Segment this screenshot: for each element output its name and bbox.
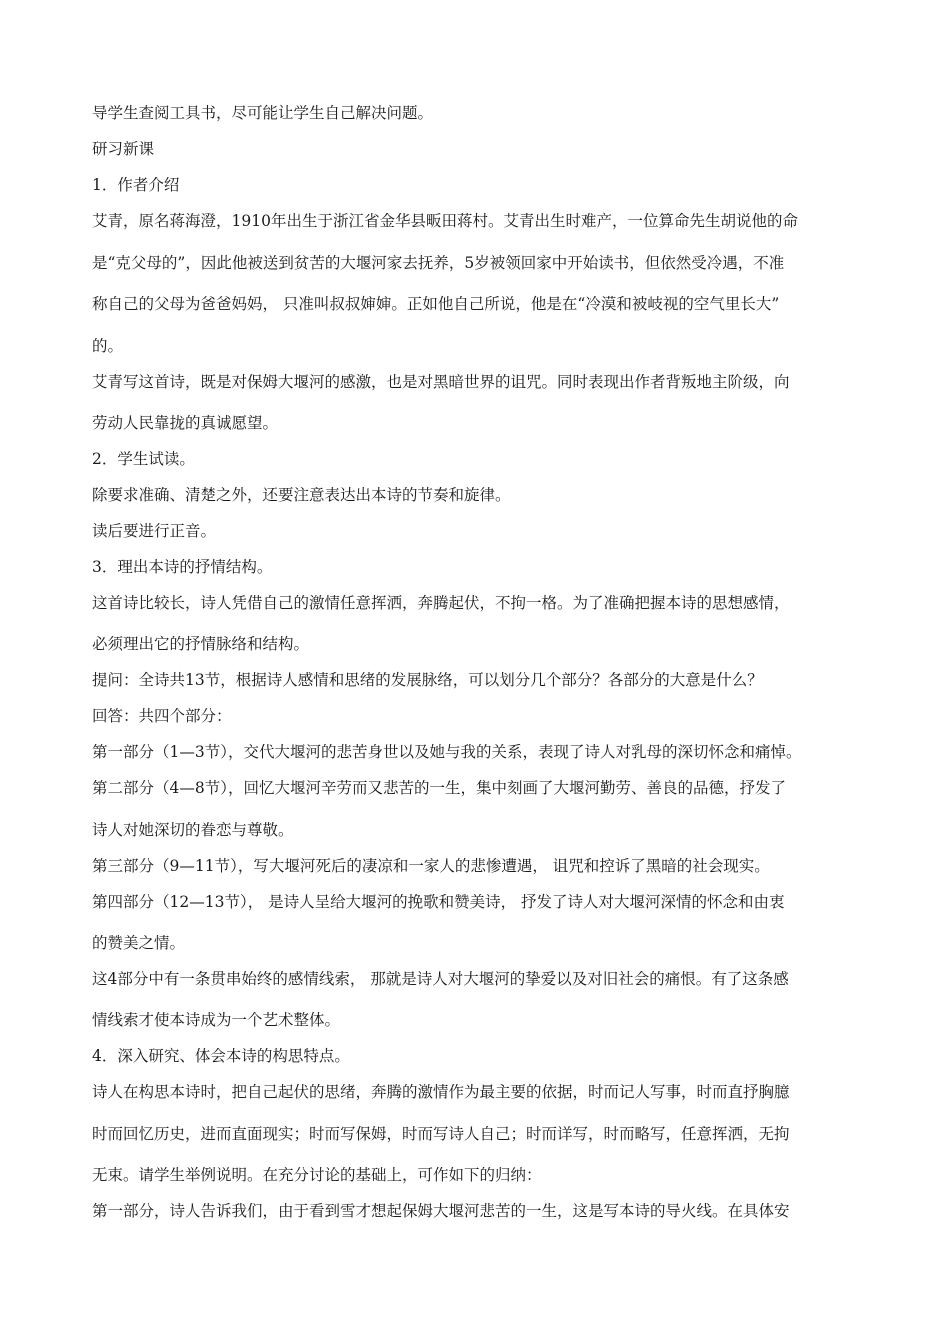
text-line: 是“克父母的”，因此他被送到贫苦的大堰河家去抚养，5岁被领回家中开始读书，但依然受冷遇，不准 [92, 254, 785, 272]
text-line: 劳动人民靠拢的真诚愿望。 [92, 414, 279, 432]
text-line: 第一部分（1—3节），交代大堰河的悲苦身世以及她与我的关系，表现了诗人对乳母的深切怀念和痛悼。 [92, 743, 802, 761]
text-line: 无束。请学生举例说明。在充分讨论的基础上，可作如下的归纳： [92, 1166, 542, 1184]
text-line: 第二部分（4—8节），回忆大堰河辛劳而又悲苦的一生，集中刻画了大堰河勤劳、善良的品德，抒发了 [92, 779, 786, 797]
numbered-heading: 1．作者介绍 [92, 176, 180, 194]
text-line: 必须理出它的抒情脉络和结构。 [92, 635, 310, 653]
text-line: 艾青，原名蒋海澄，1910年出生于浙江省金华县畈田蒋村。艾青出生时难产，一位算命先生胡说他的命 [92, 212, 798, 230]
text-line: 的赞美之情。 [92, 934, 186, 952]
text-line: 情线索才使本诗成为一个艺术整体。 [92, 1011, 341, 1029]
text-line: 这4部分中有一条贯串始终的感情线索， 那就是诗人对大堰河的挚爱以及对旧社会的痛恨。有了这条感 [92, 970, 789, 988]
text-line: 第一部分，诗人告诉我们，由于看到雪才想起保姆大堰河悲苦的一生，这是写本诗的导火线。在具体安 [92, 1202, 790, 1220]
text-line: 第四部分（12—13节）， 是诗人呈给大堰河的挽歌和赞美诗， 抒发了诗人对大堰河深情的怀念和由衷 [92, 893, 785, 911]
text-line: 艾青写这首诗，既是对保姆大堰河的感激，也是对黑暗世界的诅咒。同时表现出作者背叛地主阶级，向 [92, 373, 790, 391]
text-line: 诗人在构思本诗时，把自己起伏的思绪，奔腾的激情作为最主要的依据，时而记人写事，时而直抒胸臆 [92, 1083, 790, 1101]
text-line: 的。 [92, 337, 124, 355]
numbered-heading: 2．学生试读。 [92, 450, 195, 468]
text-line: 除要求准确、清楚之外，还要注意表达出本诗的节奏和旋律。 [92, 486, 511, 504]
text-line: 读后要进行正音。 [92, 522, 217, 540]
text-line: 时而回忆历史，进而直面现实；时而写保姆，时而写诗人自己；时而详写，时而略写，任意挥洒，无拘 [92, 1125, 790, 1143]
text-line: 诗人对她深切的眷恋与尊敬。 [92, 821, 294, 839]
text-line: 导学生查阅工具书，尽可能让学生自己解决问题。 [92, 104, 434, 122]
numbered-heading: 3．理出本诗的抒情结构。 [92, 558, 273, 576]
question-line: 提问：全诗共13节，根据诗人感情和思绪的发展脉络，可以划分几个部分？各部分的大意是什么？ [92, 671, 763, 689]
text-line: 第三部分（9—11节），写大堰河死后的凄凉和一家人的悲惨遭遇， 诅咒和控诉了黑暗的社会现实。 [92, 857, 770, 875]
section-heading: 研习新课 [92, 140, 155, 158]
text-line: 称自己的父母为爸爸妈妈， 只准叫叔叔婶婶。正如他自己所说，他是在“冷漠和被岐视的空气里长大” [92, 295, 780, 313]
answer-line: 回答：共四个部分： [92, 707, 232, 725]
text-line: 这首诗比较长，诗人凭借自己的激情任意挥洒，奔腾起伏，不拘一格。为了准确把握本诗的思想感情， [92, 594, 790, 612]
numbered-heading: 4．深入研究、体会本诗的构思特点。 [92, 1047, 350, 1065]
